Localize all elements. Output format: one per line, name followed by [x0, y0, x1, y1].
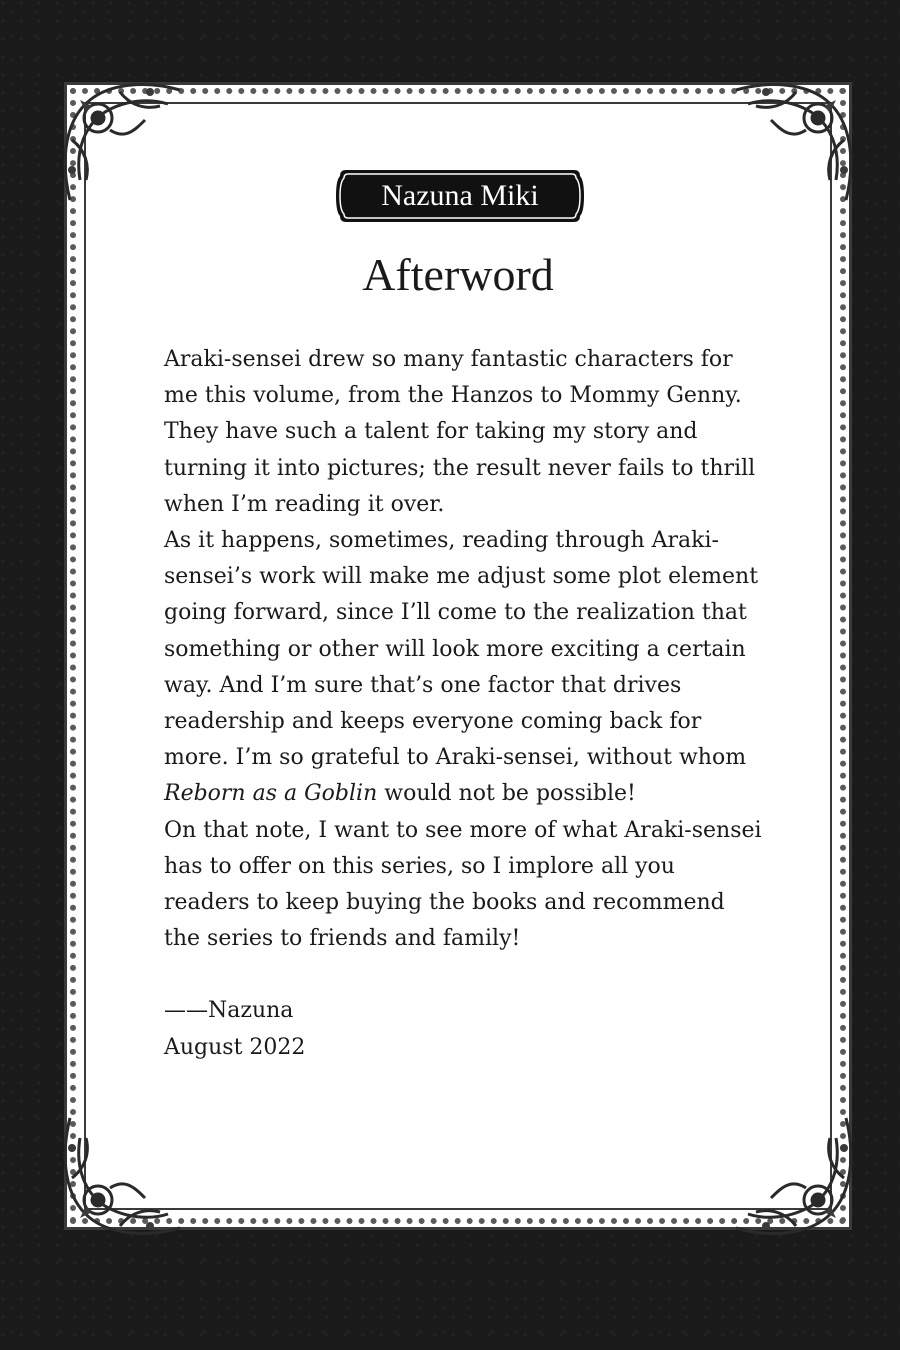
ornament-corner-bottom-left: [50, 1098, 200, 1248]
ornament-corner-bottom-right: [716, 1098, 866, 1248]
paragraph-1-text: Araki-sensei drew so many fantastic characters for me this volume, from the Hanzos to Mommy Genny. They have such a talent for taking my story and turning it into pictures; the result never fails to thrill when I’m reading it over.: [164, 347, 756, 517]
ornament-corner-top-right: [716, 70, 866, 220]
paragraph-3-text: On that note, I want to see more of what Araki-sensei has to offer on this series, so I implore all you readers to keep buying the books and recommend the series to friends and family!: [164, 817, 762, 952]
spacer: [164, 957, 764, 993]
page-title: Afterword: [362, 249, 554, 300]
ornament-corner-top-left: [50, 70, 200, 220]
book-title: Reborn as a Goblin: [164, 781, 378, 807]
paragraph-2-text-end: would not be possible!: [377, 781, 636, 807]
paragraph-3: [164, 813, 764, 958]
paragraph-2: [164, 523, 764, 813]
paragraph-1: [164, 342, 764, 523]
author-name: Nazuna Miki: [381, 179, 539, 212]
date: August 2022: [164, 1034, 306, 1060]
author-name-plate: [334, 168, 586, 224]
signature: ——Nazuna: [164, 998, 294, 1024]
afterword-body: [164, 342, 764, 1066]
paragraph-2-text: As it happens, sometimes, reading through Araki-sensei’s work will make me adjust some plot element going forward, since I’ll come to the realization that something or other will look more exciting a certain way. And I’m sure that’s one factor that drives readership and keeps everyone coming back for more. I’m so grateful to Araki-sensei, without whom: [164, 528, 759, 771]
